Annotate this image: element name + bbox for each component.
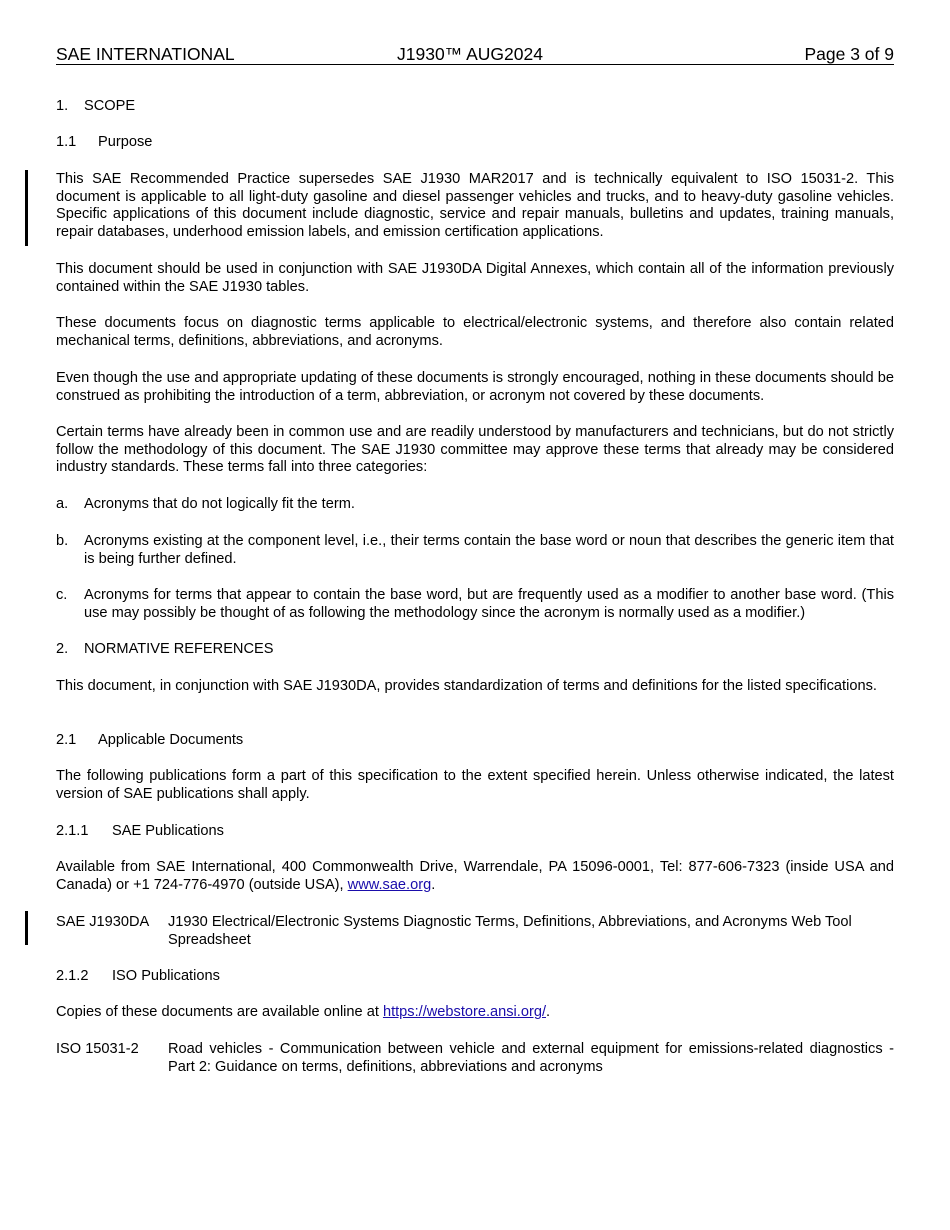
paragraph: These documents focus on diagnostic terms applicable to electrical/electronic systems, and therefore also contain related mechanical terms, definitions, abbreviations, and acronyms. [56, 315, 894, 349]
paragraph: This document, in conjunction with SAE J1930DA, provides standardization of terms and definitions for the listed specifications. [56, 678, 877, 694]
section-title: ISO Publications [112, 968, 220, 984]
section-number: 2. [56, 641, 69, 657]
paragraph: Even though the use and appropriate updating of these documents is strongly encouraged, nothing in these documents should be construed as prohibiting the introduction of a term, abbreviation, or acronym not covered by these documents. [56, 370, 894, 404]
iso-availability-paragraph [56, 1004, 894, 1022]
page-header [56, 44, 894, 65]
section-title: NORMATIVE REFERENCES [84, 641, 274, 657]
section-number: 2.1 [56, 732, 77, 748]
punctuation: . [546, 1004, 551, 1020]
punctuation: . [431, 876, 436, 893]
sae-website-link[interactable]: www.sae.org [347, 876, 432, 893]
list-label: a. [56, 496, 69, 512]
list-label: c. [56, 587, 68, 603]
header-doc-id: J1930™ AUG2024 [397, 44, 543, 64]
change-bar-j1930da [25, 911, 28, 945]
paragraph: This document should be used in conjunction with SAE J1930DA Digital Annexes, which contain all of the information previously contained within the SAE J1930 tables. [56, 261, 894, 295]
list-text: Acronyms for terms that appear to contain the base word, but are frequently used as a modifier to another base word. (This use may possibly be thought of as following the methodology since the acronym is normally used as a modifier.) [84, 587, 894, 621]
section-number: 1. [56, 98, 69, 114]
section-number: 2.1.1 [56, 823, 89, 839]
paragraph: Certain terms have already been in common use and are readily understood by manufacturers and technicians, but do not strictly follow the methodology of this document. The SAE J1930 committee may approve these terms that already may be considered industry standards. These terms fall into three categories: [56, 424, 894, 475]
list-text: Acronyms existing at the component level, i.e., their terms contain the base word or noun that describes the generic item that is being further defined. [84, 533, 894, 567]
reference-title: J1930 Electrical/Electronic Systems Diagnostic Terms, Definitions, Abbreviations, and Acronyms Web Tool Spreadsheet [168, 914, 852, 948]
section-number: 1.1 [56, 134, 77, 150]
section-number: 2.1.2 [56, 968, 89, 984]
reference-title: Road vehicles - Communication between vehicle and external equipment for emissions-related diagnostics - Part 2: Guidance on terms, definitions, abbreviations and acronyms [168, 1041, 894, 1075]
section-title: SCOPE [84, 98, 136, 114]
ansi-webstore-link[interactable]: https://webstore.ansi.org/ [382, 1004, 546, 1020]
section-title: SAE Publications [112, 823, 224, 839]
reference-code: ISO 15031-2 [56, 1041, 139, 1057]
section-title: Purpose [98, 134, 153, 150]
paragraph: This SAE Recommended Practice supersedes SAE J1930 MAR2017 and is technically equivalent to ISO 15031-2. This document is applicable to all light-duty gasoline and diesel passenger vehicles and trucks, and to heavy-duty gasoline vehicles. Specific applications of this document include diagnostic, service and repair manuals, bulletins and updates, training manuals, repair databases, underhood emission labels, and emission certification applications. [56, 171, 894, 240]
header-page-number: Page 3 of 9 [804, 44, 894, 64]
reference-code: SAE J1930DA [56, 914, 150, 930]
paragraph: The following publications form a part of this specification to the extent specified herein. Unless otherwise indicated, the latest version of SAE publications shall apply. [56, 768, 894, 802]
change-bar-scope [25, 170, 28, 246]
header-org: SAE INTERNATIONAL [56, 44, 235, 64]
section-title: Applicable Documents [98, 732, 244, 748]
list-label: b. [56, 533, 69, 549]
sae-availability-paragraph [56, 859, 894, 894]
paragraph-text: Copies of these documents are available online at [56, 1004, 379, 1020]
paragraph-text: Available from SAE International, 400 Commonwealth Drive, Warrendale, PA 15096-0001, Tel: 877-606-7323 (inside USA and Canada) or +1 724-776-4970 (outside USA), [56, 859, 894, 893]
list-text: Acronyms that do not logically fit the term. [84, 496, 355, 512]
